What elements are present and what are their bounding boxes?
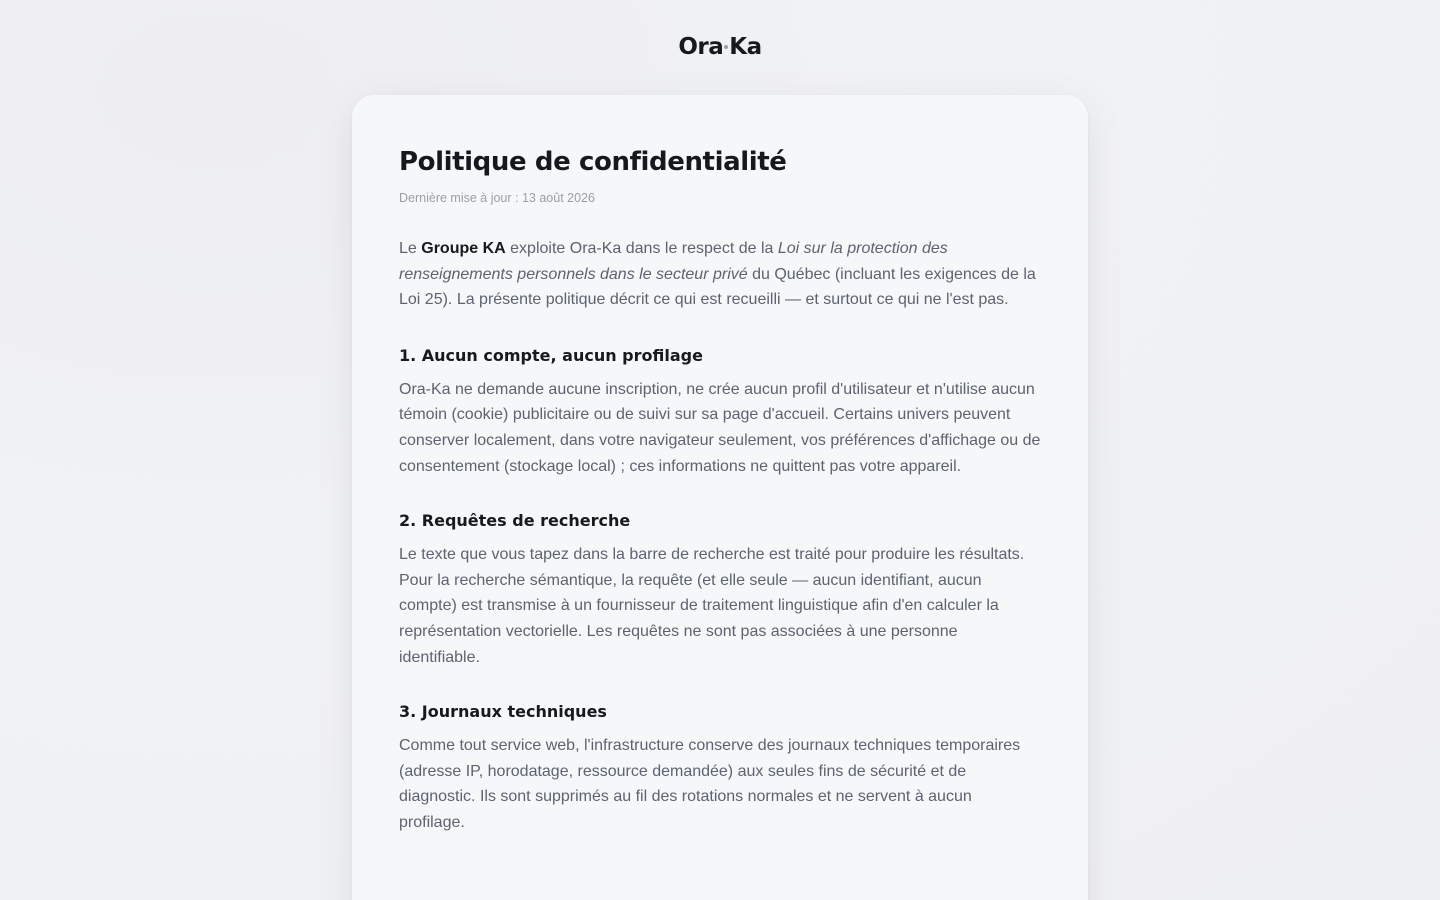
- logo-text-ora: Ora: [678, 34, 724, 60]
- logo-text-ka: Ka: [729, 34, 762, 60]
- intro-text-2: exploite Ora-Ka dans le respect de la: [505, 240, 778, 257]
- logo-dot-icon: [724, 45, 728, 49]
- page-title: Politique de confidentialité: [399, 147, 787, 177]
- intro-org-name: Groupe KA: [421, 240, 506, 257]
- section-title-search: 2. Requêtes de recherche: [399, 511, 631, 531]
- section-title-logs: 3. Journaux techniques: [399, 702, 607, 722]
- section-title-accounts: 1. Aucun compte, aucun profilage: [399, 345, 703, 365]
- intro-paragraph: [399, 236, 1041, 313]
- section-body-logs: Comme tout service web, l'infrastructure conserve des journaux techniques temporaires (adresse IP, horodatage, ressource demandée) aux seules fins de sécurité et de diagnostic. Ils sont supprimés au fil des rotations normales et ne servent à aucun profilage.: [399, 737, 1021, 831]
- section-body-accounts: Ora-Ka ne demande aucune inscription, ne crée aucun profil d'utilisateur et n'utilise aucun témoin (cookie) publicitaire ou de suivi sur sa page d'accueil. Certains univers peuvent conserver localement, dans votre navigateur seulement, vos préférences d'affichage ou de consentement (stockage local) ; ces informations ne quittent pas votre appareil.: [399, 380, 1041, 475]
- section-body-search: Le texte que vous tapez dans la barre de recherche est traité pour produire les résultats. Pour la recherche sémantique, la requête (et elle seule — aucun identifiant, aucun compte) est transmise à un fournisseur de traitement linguistique afin d'en calculer la représentation vectorielle. Les requêtes ne sont pas associées à une personne identifiable.: [399, 546, 1025, 666]
- policy-card: [352, 95, 1088, 900]
- intro-text-1: Le: [399, 240, 422, 257]
- logo[interactable]: [0, 31, 1440, 63]
- last-updated: Dernière mise à jour : 13 août 2026: [399, 191, 595, 205]
- intro-text-3: du Québec (incluant les exigences de la Loi 25). La présente politique décrit ce qui est recueilli — et surtout ce qui ne l'est pas.: [399, 265, 1036, 309]
- intro-law-name: Loi sur la protection des renseignements personnels dans le secteur privé: [399, 240, 948, 283]
